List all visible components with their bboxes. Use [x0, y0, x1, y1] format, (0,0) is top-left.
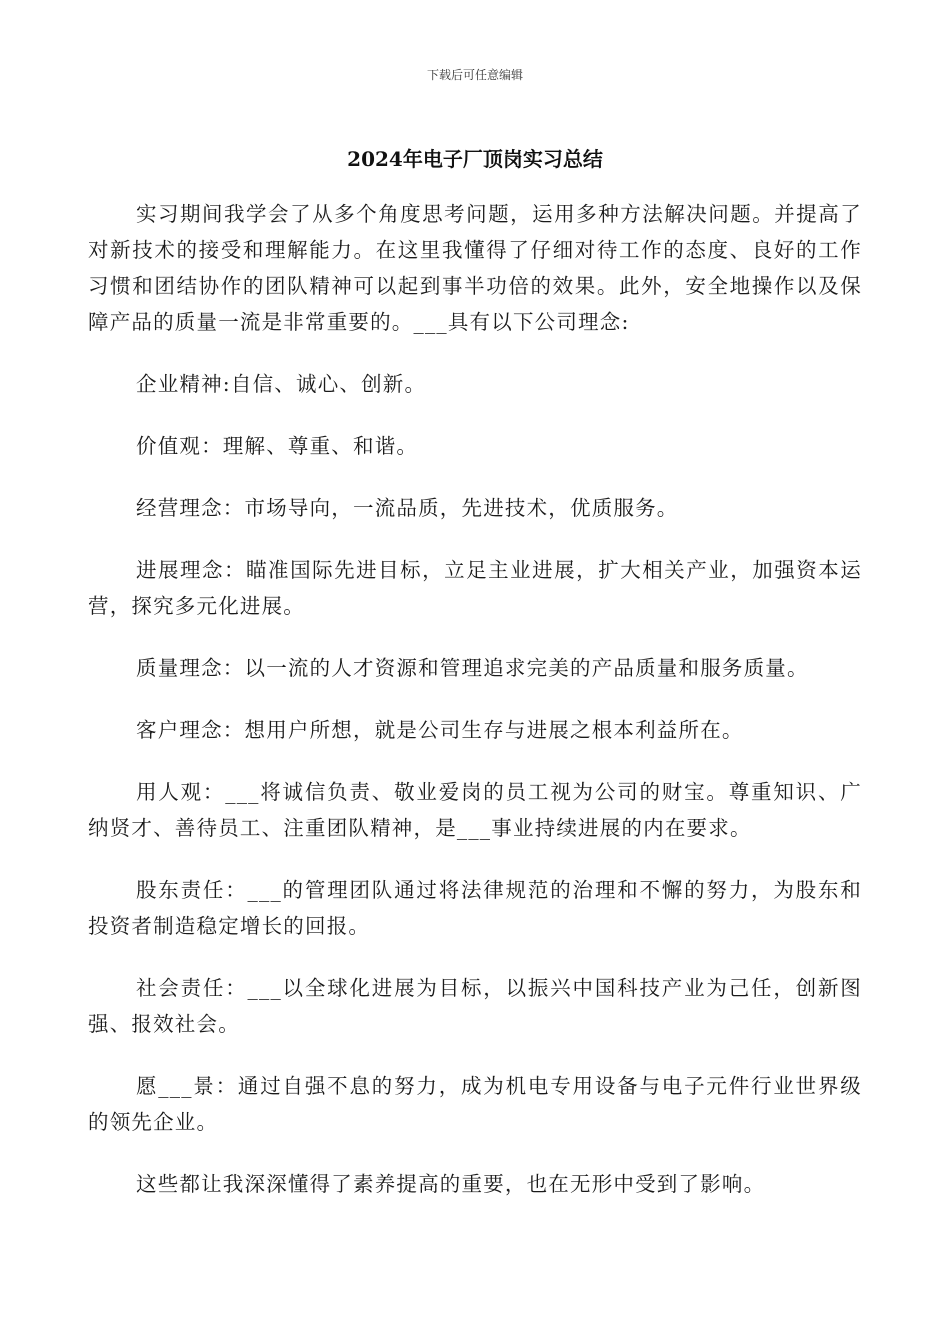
paragraph-development-philosophy: 进展理念：瞄准国际先进目标，立足主业进展，扩大相关产业，加强资本运营，探究多元化进展。 [88, 558, 862, 618]
paragraph-conclusion: 这些都让我深深懂得了素养提高的重要，也在无形中受到了影响。 [136, 1172, 766, 1196]
paragraph-business-philosophy: 经营理念：市场导向，一流品质，先进技术，优质服务。 [136, 496, 679, 520]
paragraph-social-responsibility: 社会责任：___以全球化进展为目标，以振兴中国科技产业为己任，创新图强、报效社会。 [88, 976, 862, 1036]
paragraph-vision: 愿___景：通过自强不息的努力，成为机电专用设备与电子元件行业世界级的领先企业。 [88, 1074, 862, 1134]
paragraph-values: 价值观：理解、尊重、和谐。 [136, 434, 419, 458]
document-body [88, 196, 862, 1228]
paragraph-intro: 实习期间我学会了从多个角度思考问题，运用多种方法解决问题。并提高了对新技术的接受和理解能力。在这里我懂得了仔细对待工作的态度、良好的工作习惯和团结协作的团队精神可以起到事半功倍的效果。此外，安全地操作以及保障产品的质量一流是非常重要的。___具有以下公司理念: [88, 202, 862, 334]
document-title: 2024年电子厂顶岗实习总结 [347, 147, 603, 171]
paragraph-quality-philosophy: 质量理念：以一流的人才资源和管理追求完美的产品质量和服务质量。 [136, 656, 809, 680]
paragraph-talent-view: 用人观：___将诚信负责、敬业爱岗的员工视为公司的财宝。尊重知识、广纳贤才、善待员工、注重团队精神，是___事业持续进展的内在要求。 [88, 780, 862, 840]
paragraph-shareholder-responsibility: 股东责任：___的管理团队通过将法律规范的治理和不懈的努力，为股东和投资者制造稳定增长的回报。 [88, 878, 862, 938]
page-header-note: 下载后可任意编辑 [426, 68, 523, 82]
paragraph-customer-philosophy: 客户理念：想用户所想，就是公司生存与进展之根本利益所在。 [136, 718, 744, 742]
paragraph-enterprise-spirit: 企业精神:自信、诚心、创新。 [136, 372, 427, 396]
